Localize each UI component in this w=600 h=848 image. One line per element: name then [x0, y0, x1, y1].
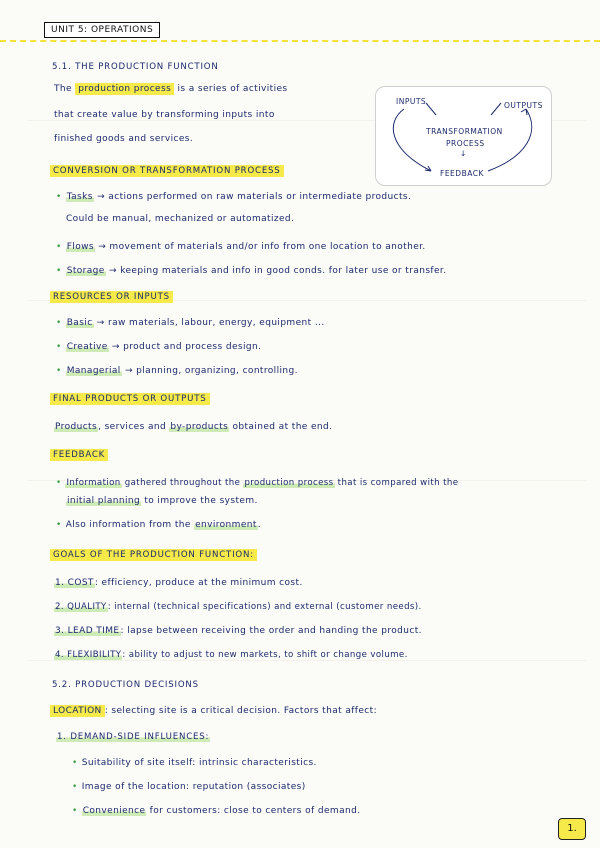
goal-label: 2. QUALITY: [55, 602, 107, 612]
item-text: that is compared with the: [334, 478, 459, 488]
list-item-information: [56, 478, 458, 488]
item-text: → raw materials, labour, energy, equipment ...: [93, 318, 325, 328]
goal-flexibility: [54, 650, 408, 660]
goal-label: 4. FLEXIBILITY: [55, 650, 122, 660]
item-text: → planning, organizing, controlling.: [121, 366, 298, 376]
list-item-basic: [56, 318, 325, 328]
diagram-transformation-label: TRANSFORMATION: [426, 127, 503, 136]
item-text: obtained at the end.: [229, 422, 333, 432]
heading-text: FINAL PRODUCTS OR OUTPUTS: [50, 393, 210, 405]
section-title-5-1: 5.1. THE PRODUCTION FUNCTION: [52, 62, 219, 72]
goal-label: 1. COST: [55, 578, 94, 588]
list-item-suitability: • Suitability of site itself: intrinsic characteristics.: [72, 758, 317, 768]
list-item-convenience: [72, 806, 360, 816]
heading-text: CONVERSION OR TRANSFORMATION PROCESS: [50, 165, 284, 177]
heading-text: GOALS OF THE PRODUCTION FUNCTION:: [50, 549, 257, 561]
list-item-information-cont: [66, 496, 258, 506]
goal-label: 3. LEAD TIME: [55, 626, 120, 636]
intro-line-1: [54, 84, 288, 94]
item-text: → actions performed on raw materials or intermediate products.: [93, 192, 412, 202]
dashed-yellow-line: [0, 40, 600, 42]
section-title-5-2: 5.2. PRODUCTION DECISIONS: [52, 680, 199, 690]
goal-text: : lapse between receiving the order and handing the product.: [120, 626, 422, 636]
term-environment: environment: [195, 520, 257, 530]
term-production-process: production process: [244, 478, 334, 488]
heading-resources: [50, 292, 173, 302]
goal-text: : ability to adjust to new markets, to shift or change volume.: [122, 650, 408, 660]
intro-line-2: that create value by transforming inputs into: [54, 110, 275, 120]
heading-text: FEEDBACK: [50, 449, 108, 461]
heading-goals: [50, 550, 257, 560]
term-location: LOCATION: [50, 705, 105, 717]
item-text: for customers: close to centers of demand.: [146, 806, 361, 816]
production-process-highlight: production process: [75, 83, 174, 95]
goal-lead-time: [54, 626, 422, 636]
item-text: : selecting site is a critical decision. Factors that affect:: [104, 706, 378, 716]
diagram-outputs-label: OUTPUTS: [504, 101, 543, 110]
goal-cost: [54, 578, 303, 588]
diagram-process-label: PROCESS: [446, 139, 485, 148]
unit-title: UNIT 5: OPERATIONS: [44, 22, 160, 38]
heading-conversion: [50, 166, 284, 176]
term-information: Information: [66, 478, 121, 488]
term-initial-planning: initial planning: [67, 496, 141, 506]
location-line: [50, 706, 377, 716]
heading-demand-side: [56, 732, 210, 742]
term-tasks: Tasks: [66, 192, 93, 202]
list-item-storage: [56, 266, 446, 276]
item-text: Also information from the: [65, 520, 195, 530]
heading-final-products: [50, 394, 210, 404]
goal-quality: [54, 602, 422, 612]
arrow-outputs-to-feedback: [488, 109, 532, 171]
term-creative: Creative: [66, 342, 108, 352]
term-by-products: by-products: [170, 422, 229, 432]
term-flows: Flows: [66, 242, 94, 252]
item-text: → movement of materials and/or info from one location to another.: [94, 242, 426, 252]
term-convenience: Convenience: [82, 806, 146, 816]
item-text: to improve the system.: [141, 496, 258, 506]
term-managerial: Managerial: [66, 366, 121, 376]
process-diagram: [375, 86, 552, 186]
list-item-tasks: [56, 192, 411, 202]
list-item-environment: [56, 520, 261, 530]
item-text: → keeping materials and info in good conds. for later use or transfer.: [105, 266, 447, 276]
list-item-tasks-cont: Could be manual, mechanized or automatized.: [66, 214, 295, 224]
intro-line-3: finished goods and services.: [54, 134, 194, 144]
item-text: , services and: [98, 422, 170, 432]
diagram-down-arrow: ↓: [460, 149, 467, 158]
list-item-creative: [56, 342, 261, 352]
arrow-inputs-to-transformation: [426, 103, 436, 115]
item-text: gathered throughout the: [121, 478, 244, 488]
final-products-line: [54, 422, 332, 432]
item-text: → product and process design.: [108, 342, 262, 352]
arrow-inputs-to-feedback: [393, 109, 431, 171]
term-basic: Basic: [66, 318, 93, 328]
list-item-managerial: [56, 366, 298, 376]
goal-text: : internal (technical specifications) and external (customer needs).: [107, 602, 422, 612]
term-storage: Storage: [66, 266, 105, 276]
diagram-feedback-label: FEEDBACK: [440, 169, 484, 178]
goal-text: : efficiency, produce at the minimum cost.: [94, 578, 303, 588]
heading-feedback: [50, 450, 108, 460]
heading-text: RESOURCES OR INPUTS: [50, 291, 173, 303]
list-item-flows: [56, 242, 426, 252]
term-products: Products: [55, 422, 98, 432]
intro-text: is a series of activities: [174, 84, 288, 94]
intro-text: The: [54, 84, 76, 94]
list-item-image: • Image of the location: reputation (associates): [72, 782, 306, 792]
item-text: .: [257, 520, 262, 530]
diagram-inputs-label: INPUTS: [396, 97, 427, 106]
arrow-transformation-to-outputs: [491, 103, 501, 115]
heading-text: 1. DEMAND-SIDE INFLUENCES:: [57, 732, 210, 742]
page-number: 1.: [558, 818, 586, 840]
ruled-line: [28, 660, 586, 661]
